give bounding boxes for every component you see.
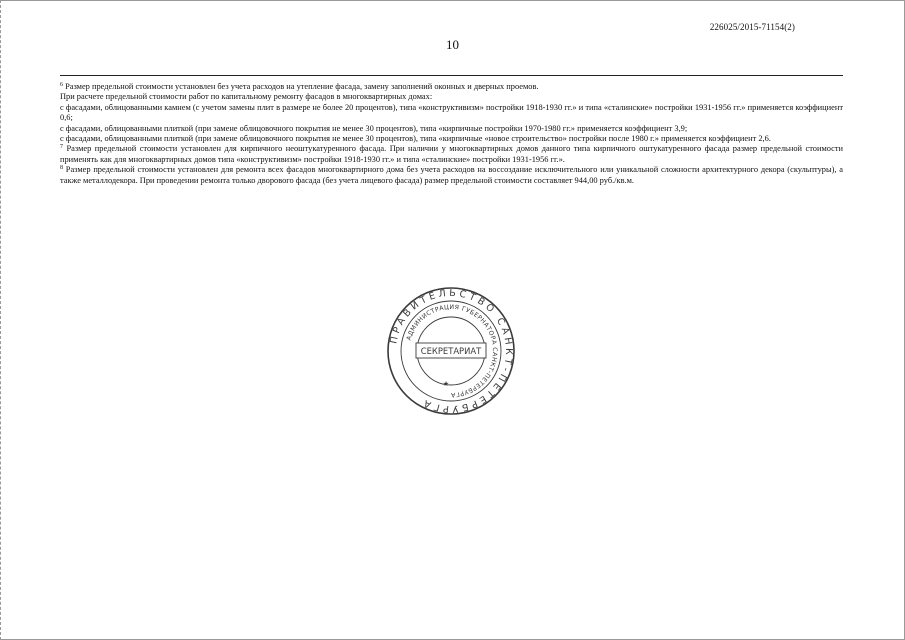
document-number: 226025/2015-71154(2) [709, 22, 795, 32]
official-seal [386, 286, 516, 416]
footnote-text: Размер предельной стоимости установлен без учета расходов на утепление фасада, замену заполнений оконных и дверных проемов. [65, 82, 539, 91]
seal-center-text: СЕКРЕТАРИАТ [420, 346, 482, 356]
footnote-text: с фасадами, облицованными плиткой (при замене облицовочного покрытия не менее 30 процентов), типа «кирпичные «новое строительство» постройки после 1980 г.» применяется коэффициент 2,6. [60, 134, 771, 144]
footnote-text: Размер предельной стоимости установлен для кирпичного неоштукатуренного фасада. При наличии у многоквартирных домов данного типа кирпичного оштукатуренного фасада размер предельной стоимости применять как для многоквартирных домов типа «конструктивизм» постройки 1918-1930 гг.» и типа «сталинские» постройки 1931-1956 гг.». [60, 144, 843, 164]
footnote-text: с фасадами, облицованными плиткой (при замене облицовочного покрытия не менее 30 процентов), типа «кирпичные постройки 1970-1980 гг.» применяется коэффициент 3,9; [60, 123, 688, 133]
footnote-paragraph [60, 134, 843, 144]
footnote-text: При расчете предельной стоимости работ по капитальному ремонту фасадов в многоквартирных домах: [60, 92, 433, 102]
seal-star-icon: ★ [442, 380, 450, 388]
footnote-8 [60, 165, 843, 186]
footnote-paragraph [60, 92, 843, 102]
footnotes-block [60, 82, 843, 186]
footnote-text: с фасадами, облицованными камнем (с учетом замены плит в размере не более 20 процентов), типа «конструктивизм» постройки 1918-1930 гг.» и типа «сталинские» постройки 1931-1956 гг.» применяется коэффициент 0,6; [60, 102, 843, 123]
footnote-mark: 6 [60, 82, 63, 88]
footnote-6 [60, 82, 843, 92]
footnote-paragraph [60, 124, 843, 134]
footnote-7 [60, 144, 843, 165]
footnote-mark: 8 [60, 165, 63, 172]
footnote-paragraph [60, 103, 843, 124]
footnote-mark: 7 [60, 144, 63, 151]
seal-outer-text: ПРАВИТЕЛЬСТВО САНКТ-ПЕТЕРБУРГА [388, 287, 515, 415]
footnote-separator [60, 75, 843, 76]
footnote-text: Размер предельной стоимости установлен для ремонта всех фасадов многоквартирного дома без учета расходов на воссоздание исключительного или уникальной сложности архитектурного декора (скульптуры), а также металлодекора. При проведении ремонта только дворового фасада (без учета лицевого фасада) размер предельной стоимости составляет 944,00 руб./кв.м. [60, 165, 843, 185]
page-number: 10 [446, 37, 459, 52]
seal-inner-text: АДМИНИСТРАЦИЯ ГУБЕРНАТОРА САНКТ-ПЕТЕРБУРГА [405, 303, 499, 399]
